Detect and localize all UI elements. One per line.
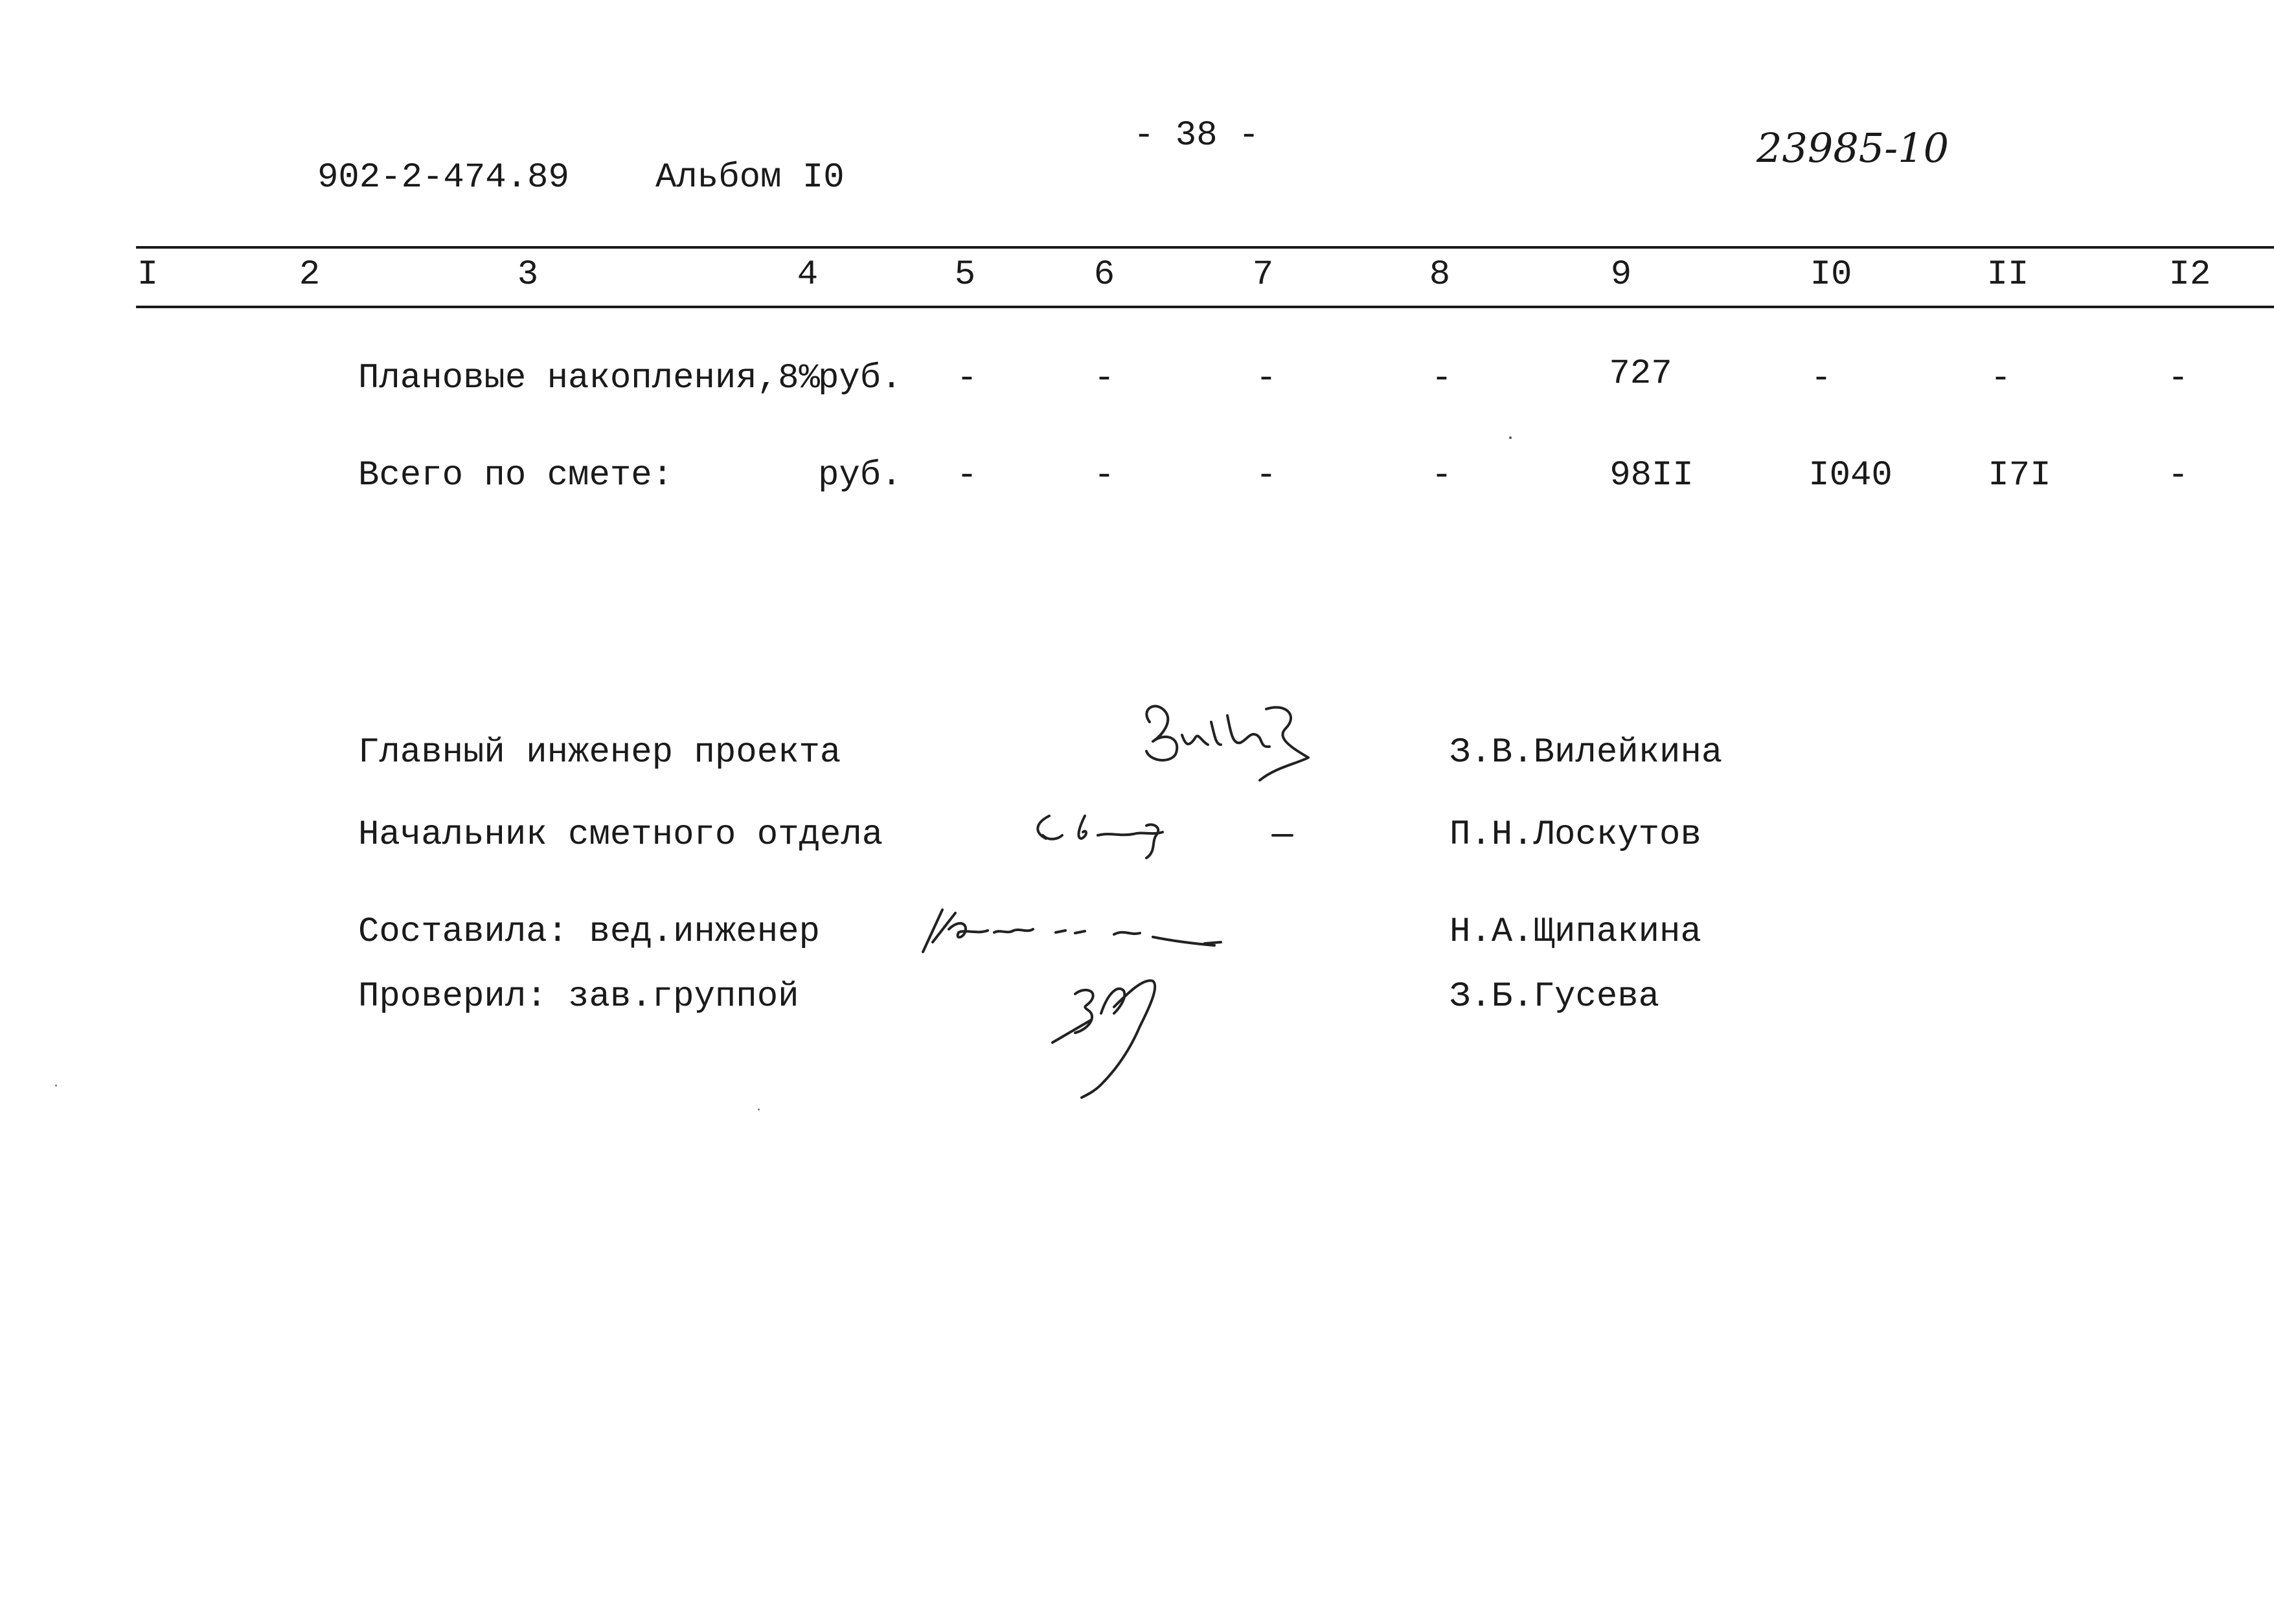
table-cell: - xyxy=(956,456,978,495)
column-header: I0 xyxy=(1810,255,1852,295)
scan-speck xyxy=(758,1109,760,1111)
table-cell: - xyxy=(1255,359,1277,398)
row-unit: руб. xyxy=(818,359,902,398)
signer-role: Составила: вед.инженер xyxy=(358,912,820,952)
table-cell: - xyxy=(2167,456,2189,495)
column-header: 5 xyxy=(954,255,976,295)
scan-speck xyxy=(1509,436,1512,439)
scan-speck xyxy=(55,1085,57,1087)
album-label: Альбом I0 xyxy=(655,158,845,197)
signer-role: Начальник сметного отдела xyxy=(358,815,883,855)
signer-name: Н.А.Щипакина xyxy=(1450,912,1701,952)
handwritten-signature-shchipakina xyxy=(920,903,1269,975)
column-header: 3 xyxy=(517,255,539,295)
table-cell: - xyxy=(1810,359,1832,398)
column-header: 4 xyxy=(797,255,819,295)
row-unit: руб. xyxy=(818,456,902,495)
signer-name: З.Б.Гусева xyxy=(1450,977,1660,1017)
table-cell: 727 xyxy=(1609,354,1672,394)
table-cell: - xyxy=(1255,456,1277,495)
handwritten-signature-guseva xyxy=(1036,968,1198,1111)
table-cell: - xyxy=(1093,359,1115,398)
table-cell: - xyxy=(1431,359,1453,398)
table-cell: - xyxy=(2167,359,2189,398)
signer-role: Проверил: зав.группой xyxy=(358,977,799,1017)
column-header: 7 xyxy=(1252,255,1274,295)
handwritten-signature-vileikina xyxy=(1137,683,1318,787)
page-number: - 38 - xyxy=(1133,116,1260,155)
row-label: Плановые накопления,8% xyxy=(358,359,820,398)
table-cell: - xyxy=(956,359,978,398)
column-header: I xyxy=(137,255,159,295)
table-cell: I7I xyxy=(1988,456,2051,495)
table-cell: I040 xyxy=(1808,456,1893,495)
table-cell: - xyxy=(1990,359,2012,398)
table-cell: - xyxy=(1431,456,1453,495)
document-code: 902-2-474.89 xyxy=(317,158,569,197)
handwritten-signature-loskutov xyxy=(1023,803,1308,868)
column-header: II xyxy=(1986,255,2029,295)
table-top-rule xyxy=(136,246,2274,249)
signer-name: П.Н.Лоскутов xyxy=(1450,815,1701,855)
handwritten-reference: 23985-10 xyxy=(1757,124,1950,172)
table-cell: - xyxy=(1093,456,1115,495)
column-header: 9 xyxy=(1610,255,1632,295)
column-header: 6 xyxy=(1093,255,1115,295)
table-header-rule xyxy=(136,306,2274,308)
column-header: 2 xyxy=(299,255,321,295)
column-header: 8 xyxy=(1429,255,1451,295)
signer-name: З.В.Вилейкина xyxy=(1450,733,1723,773)
row-label: Всего по смете: xyxy=(358,456,674,495)
column-header: I2 xyxy=(2168,255,2211,295)
table-cell: 98II xyxy=(1609,456,1694,495)
signer-role: Главный инженер проекта xyxy=(358,733,841,773)
